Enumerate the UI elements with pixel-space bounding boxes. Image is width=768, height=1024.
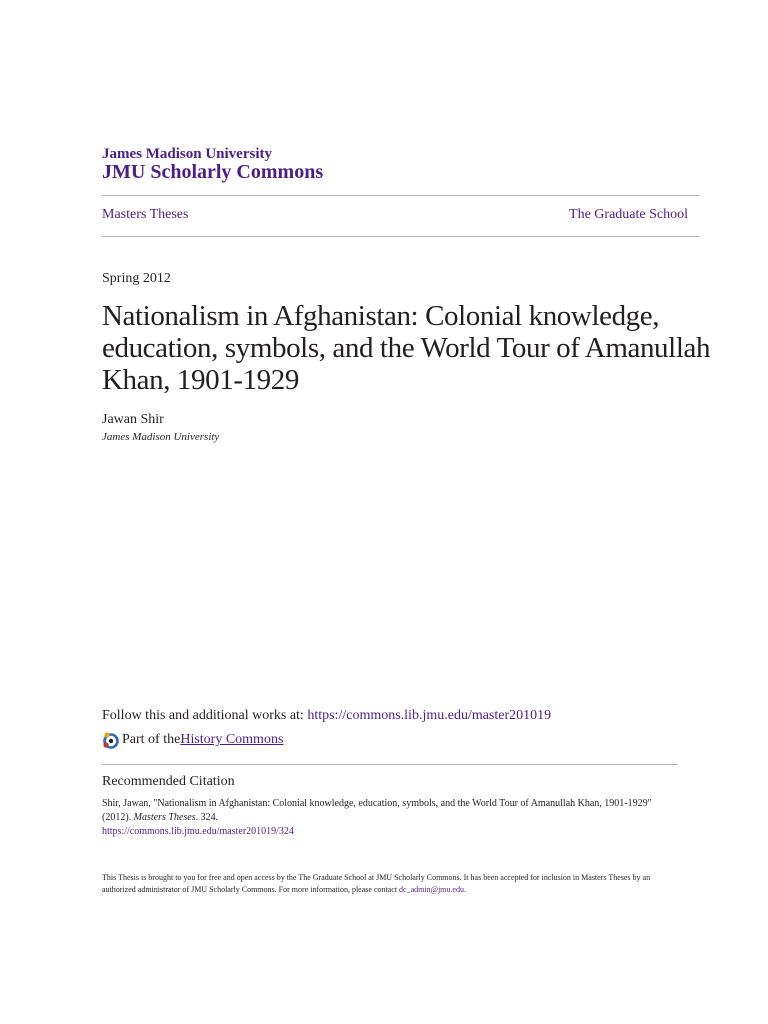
divider bbox=[102, 764, 678, 765]
divider bbox=[102, 195, 700, 196]
follow-label: Follow this and additional works at: bbox=[102, 708, 308, 723]
masters-theses-link[interactable]: Masters Theses bbox=[102, 207, 189, 222]
access-statement-end: . bbox=[463, 885, 466, 894]
citation-url-link[interactable]: https://commons.lib.jmu.edu/master201019/324 bbox=[102, 826, 294, 837]
author-name: Jawan Shir bbox=[102, 412, 164, 427]
access-statement bbox=[102, 872, 662, 896]
thesis-title: Nationalism in Afghanistan: Colonial knowledge, education, symbols, and the World Tour of Amanullah Khan, 1901-1929 bbox=[102, 300, 711, 396]
graduate-school-link[interactable]: The Graduate School bbox=[569, 207, 688, 222]
repository-name[interactable]: JMU Scholarly Commons bbox=[102, 161, 324, 183]
university-name: James Madison University bbox=[102, 146, 272, 162]
part-of-line bbox=[102, 731, 283, 749]
network-icon bbox=[102, 731, 120, 749]
publication-date: Spring 2012 bbox=[102, 271, 171, 286]
follow-line bbox=[102, 708, 551, 724]
access-statement-text: This Thesis is brought to you for free and open access by the The Graduate School at JMU Scholarly Commons. It has been accepted for inclusion in Masters Theses by an authorized administrator of JMU Scholarly Commons. For more information, please contact bbox=[102, 873, 651, 894]
citation-issue: . 324. bbox=[195, 812, 219, 823]
collection-url-link[interactable]: https://commons.lib.jmu.edu/master201019 bbox=[307, 708, 552, 723]
citation-body: Shir, Jawan, "Nationalism in Afghanistan: Colonial knowledge, education, symbols, and the World Tour of Amanullah Khan, 1901-1929" (2012). bbox=[102, 798, 652, 823]
divider bbox=[102, 236, 700, 237]
part-of-label: Part of the bbox=[122, 732, 181, 747]
citation-text bbox=[102, 797, 662, 839]
citation-series: Masters Theses bbox=[133, 812, 196, 823]
author-affiliation: James Madison University bbox=[102, 431, 220, 443]
contact-email-link[interactable]: dc_admin@jmu.edu bbox=[399, 885, 464, 894]
citation-heading: Recommended Citation bbox=[102, 774, 235, 789]
history-commons-link[interactable]: History Commons bbox=[180, 732, 284, 747]
